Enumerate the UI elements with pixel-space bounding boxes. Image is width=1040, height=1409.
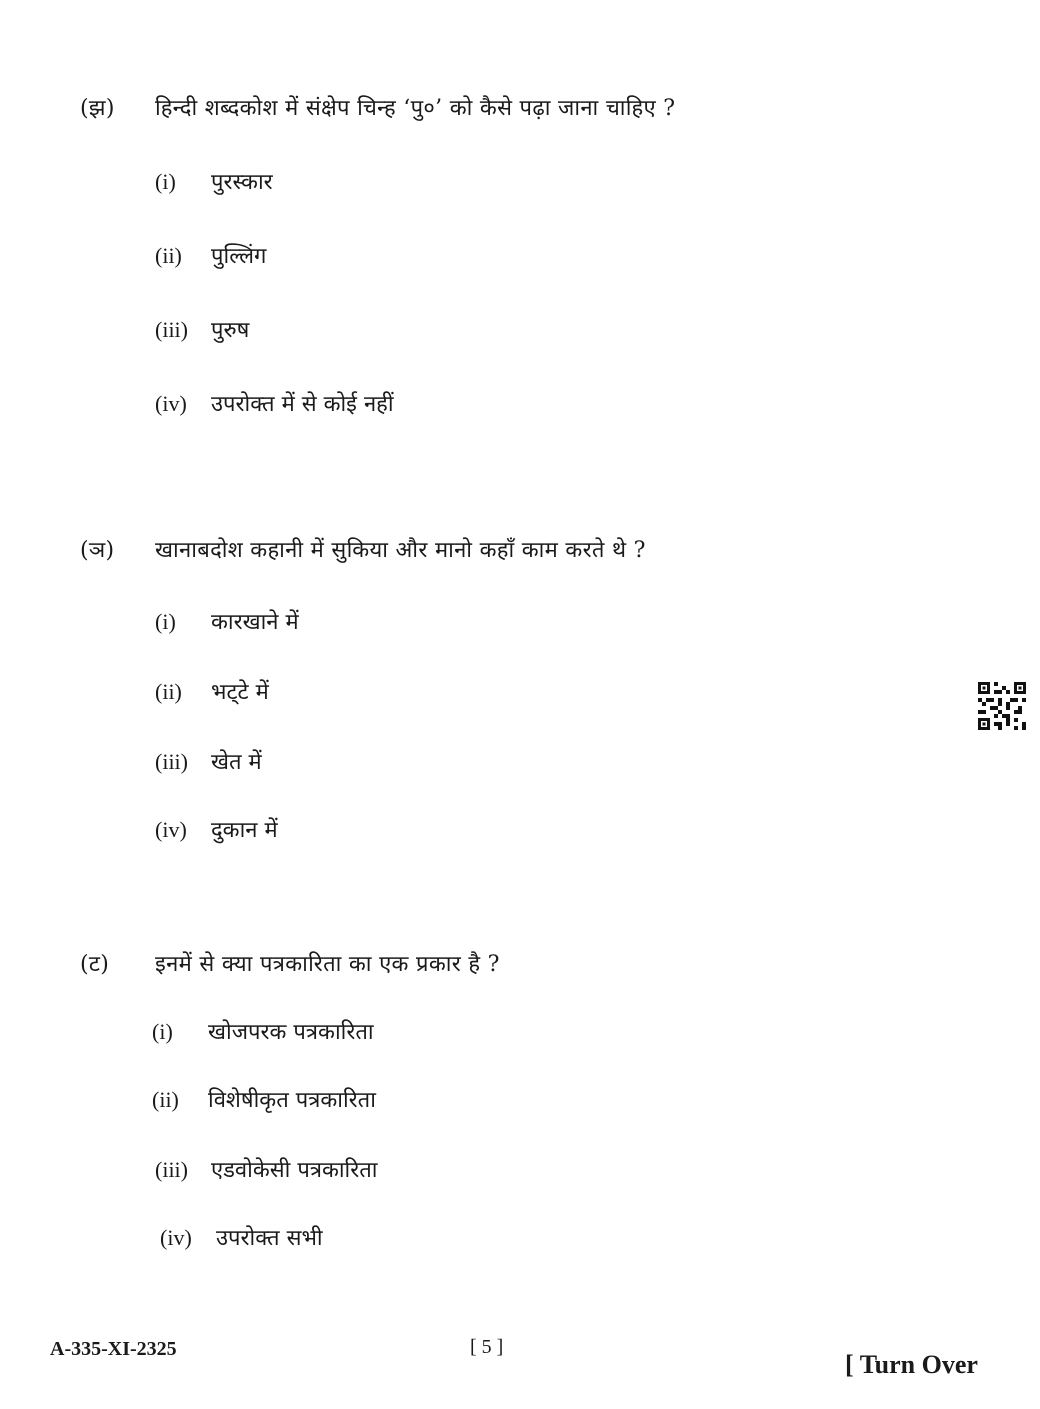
option-number: (iv) (155, 391, 187, 416)
option-item (155, 166, 273, 196)
option-item (155, 388, 394, 418)
option-text: पुरुष (211, 318, 250, 343)
turn-over-label: [ Turn Over (845, 1350, 978, 1379)
option-number: (iii) (155, 1157, 188, 1182)
question-line (80, 534, 940, 564)
question-text: खानाबदोश कहानी में सुकिया और मानो कहाँ काम करते थे ? (155, 538, 646, 563)
question-line (80, 948, 940, 978)
option-item (155, 814, 278, 844)
option-item (155, 240, 266, 270)
option-item (155, 314, 249, 344)
option-number: (iii) (155, 749, 188, 774)
option-text: दुकान में (211, 818, 278, 843)
option-text: पुल्लिंग (211, 244, 267, 269)
option-text: भट्‌टे में (211, 680, 269, 705)
option-number: (i) (152, 1019, 173, 1044)
option-item (155, 606, 299, 636)
question-number: (झ) (80, 96, 115, 121)
option-number: (ii) (155, 243, 182, 268)
question-nya (80, 534, 940, 564)
question-ta (80, 948, 940, 978)
option-number: (i) (155, 169, 176, 194)
option-text: उपरोक्त में से कोई नहीं (211, 392, 394, 417)
option-text: विशेषीकृत पत्रकारिता (208, 1088, 376, 1113)
question-text: हिन्दी शब्दकोश में संक्षेप चिन्ह ‘पु०’ को कैसे पढ़ा जाना चाहिए ? (155, 96, 676, 121)
question-line (80, 92, 940, 122)
option-number: (i) (155, 609, 176, 634)
paper-code: A-335-XI-2325 (50, 1338, 177, 1360)
option-text: खोजपरक पत्रकारिता (208, 1020, 374, 1045)
page-number: [ 5 ] (470, 1336, 504, 1358)
option-number: (iv) (155, 817, 187, 842)
question-number: (ञ) (80, 538, 115, 563)
option-item (152, 1084, 376, 1114)
option-number: (ii) (152, 1087, 179, 1112)
option-item (160, 1222, 323, 1252)
question-text: इनमें से क्या पत्रकारिता का एक प्रकार है ? (155, 952, 500, 977)
option-number: (ii) (155, 679, 182, 704)
option-item (155, 746, 262, 776)
option-item (152, 1016, 374, 1046)
option-text: एडवोकेसी पत्रकारिता (211, 1158, 378, 1183)
question-jha (80, 92, 940, 122)
question-number: (ट) (80, 952, 110, 977)
option-number: (iii) (155, 317, 188, 342)
option-text: कारखाने में (211, 610, 299, 635)
option-item (155, 1154, 378, 1184)
option-text: खेत में (211, 750, 262, 775)
option-item (155, 676, 269, 706)
option-text: पुरस्कार (211, 170, 273, 195)
option-text: उपरोक्त सभी (216, 1226, 323, 1251)
qr-code-icon (978, 682, 1026, 730)
option-number: (iv) (160, 1225, 192, 1250)
